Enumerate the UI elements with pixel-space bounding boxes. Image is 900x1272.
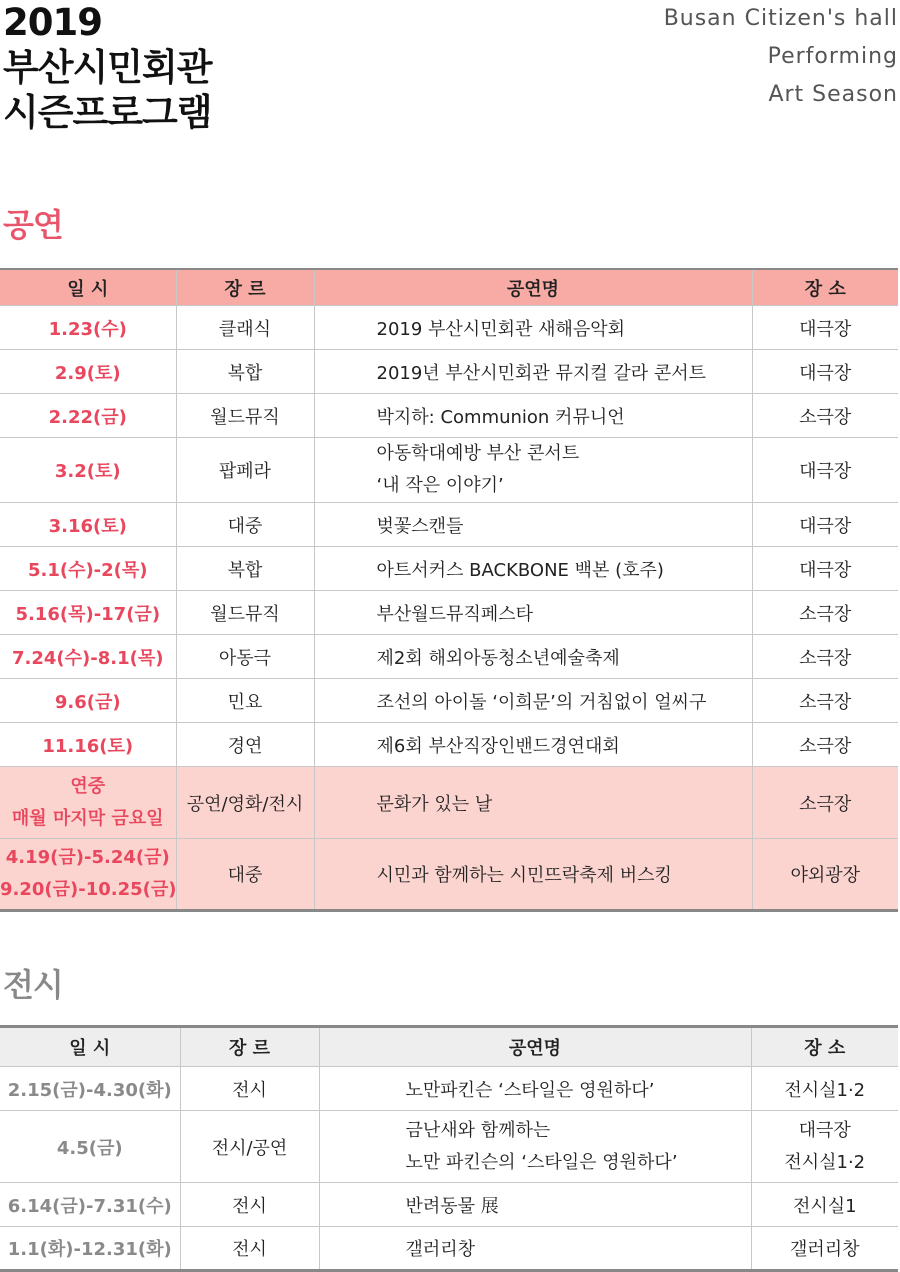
table-row bbox=[0, 723, 898, 767]
cell-genre bbox=[176, 679, 314, 723]
cell-venue-text: 전시실1 bbox=[792, 1195, 857, 1217]
page-title bbox=[3, 0, 211, 135]
cell-venue bbox=[752, 723, 898, 767]
column-header-venue: 장 소 bbox=[752, 269, 898, 306]
cell-date bbox=[0, 547, 176, 591]
cell-title bbox=[314, 839, 752, 911]
cell-title bbox=[319, 1227, 751, 1271]
performance-heading: 공연 bbox=[3, 206, 63, 244]
cell-genre bbox=[176, 306, 314, 350]
cell-date bbox=[0, 438, 176, 503]
title-line-year: 2019 bbox=[3, 1, 102, 44]
cell-genre bbox=[176, 839, 314, 911]
cell-title bbox=[314, 547, 752, 591]
cell-title-text: 반려동물 展 bbox=[405, 1195, 499, 1217]
cell-title bbox=[319, 1111, 751, 1183]
cell-title bbox=[314, 394, 752, 438]
cell-title-text: 제2회 해외아동청소년예술축제 bbox=[376, 647, 620, 669]
cell-genre-text: 전시 bbox=[232, 1239, 267, 1260]
cell-date-text: 2.15(금)-4.30(화) bbox=[7, 1079, 172, 1101]
cell-venue-text: 대극장 bbox=[799, 362, 852, 384]
cell-date bbox=[0, 1111, 180, 1183]
table-row bbox=[0, 679, 898, 723]
cell-genre bbox=[176, 350, 314, 394]
cell-venue-text: 갤러리창 bbox=[789, 1239, 860, 1260]
table-row bbox=[0, 547, 898, 591]
title-line-hall: 부산시민회관 bbox=[3, 46, 212, 89]
cell-date-text: 연중 bbox=[70, 775, 106, 797]
cell-venue bbox=[752, 394, 898, 438]
cell-title bbox=[314, 591, 752, 635]
cell-date-text: 7.24(수)-8.1(목) bbox=[12, 647, 164, 669]
cell-venue-text: 소극장 bbox=[799, 603, 852, 625]
cell-venue bbox=[752, 839, 898, 911]
cell-venue bbox=[752, 306, 898, 350]
table-row bbox=[0, 394, 898, 438]
cell-venue-text: 대극장 bbox=[799, 515, 852, 537]
table-row bbox=[0, 1227, 898, 1271]
table-row bbox=[0, 767, 898, 839]
column-header-venue: 장 소 bbox=[751, 1027, 898, 1067]
table-row bbox=[0, 839, 898, 911]
cell-venue bbox=[752, 503, 898, 547]
cell-date bbox=[0, 635, 176, 679]
cell-venue bbox=[751, 1067, 898, 1111]
cell-title-text: 제6회 부산직장인밴드경연대회 bbox=[376, 735, 620, 757]
table-row bbox=[0, 635, 898, 679]
cell-date-text: 3.16(토) bbox=[48, 515, 127, 537]
cell-genre-text: 공연/영화/전시 bbox=[186, 793, 304, 815]
cell-title-text: 금난새와 함께하는 bbox=[405, 1119, 551, 1141]
table-row bbox=[0, 306, 898, 350]
cell-date bbox=[0, 306, 176, 350]
cell-title bbox=[314, 679, 752, 723]
cell-venue-text: 소극장 bbox=[799, 735, 852, 757]
cell-venue bbox=[752, 635, 898, 679]
cell-date bbox=[0, 1183, 180, 1227]
cell-venue bbox=[752, 350, 898, 394]
cell-title-text: 부산월드뮤직페스타 bbox=[376, 603, 533, 625]
column-header-title: 공연명 bbox=[314, 269, 752, 306]
cell-venue-text: 대극장 bbox=[799, 318, 852, 340]
cell-title-text: 박지하: Communion 커뮤니언 bbox=[376, 406, 625, 428]
column-header-date: 일 시 bbox=[0, 1027, 180, 1067]
cell-genre bbox=[176, 591, 314, 635]
cell-date bbox=[0, 1067, 180, 1111]
cell-title-text: 노만 파킨슨의 ‘스타일은 영원하다’ bbox=[405, 1151, 678, 1173]
cell-date bbox=[0, 767, 176, 839]
cell-genre bbox=[176, 767, 314, 839]
cell-genre bbox=[180, 1067, 319, 1111]
cell-genre-text: 경연 bbox=[227, 735, 263, 757]
cell-genre-text: 전시 bbox=[232, 1079, 267, 1101]
cell-title-text: 2019 부산시민회관 새해음악회 bbox=[376, 318, 626, 340]
cell-date-text: 매월 마지막 금요일 bbox=[11, 807, 164, 829]
cell-title-text: 문화가 있는 날 bbox=[376, 793, 493, 815]
cell-genre-text: 월드뮤직 bbox=[210, 603, 280, 625]
cell-title bbox=[314, 306, 752, 350]
cell-title-text: 아동학대예방 부산 콘서트 bbox=[376, 443, 580, 464]
cell-title-text: 시민과 함께하는 시민뜨락축제 버스킹 bbox=[376, 865, 672, 886]
cell-venue bbox=[751, 1227, 898, 1271]
table-row bbox=[0, 350, 898, 394]
cell-title-text: 조선의 아이돌 ‘이희문’의 거침없이 얼씨구 bbox=[376, 691, 707, 713]
cell-date bbox=[0, 591, 176, 635]
cell-date-text: 4.5(금) bbox=[56, 1137, 123, 1159]
table-row bbox=[0, 503, 898, 547]
cell-title bbox=[319, 1067, 751, 1111]
cell-genre bbox=[176, 723, 314, 767]
cell-genre-text: 아동극 bbox=[218, 647, 272, 669]
cell-date-text: 1.1(화)-12.31(화) bbox=[7, 1239, 172, 1260]
cell-venue-text: 전시실1·2 bbox=[784, 1151, 866, 1173]
subtitle-line-1: Busan Citizen's hall bbox=[663, 6, 898, 31]
cell-title-text: 노만파킨슨 ‘스타일은 영원하다’ bbox=[405, 1079, 655, 1101]
cell-date-text: 5.1(수)-2(목) bbox=[27, 559, 148, 581]
page-subtitle bbox=[664, 0, 898, 114]
cell-venue-text: 대극장 bbox=[799, 559, 852, 581]
cell-venue-text: 소극장 bbox=[799, 691, 852, 713]
cell-venue-text: 소극장 bbox=[799, 647, 852, 669]
cell-genre bbox=[176, 438, 314, 503]
cell-date-text: 9.20(금)-10.25(금) bbox=[0, 879, 176, 900]
subtitle-line-2: Performing bbox=[767, 44, 898, 69]
cell-date-text: 2.9(토) bbox=[54, 362, 121, 384]
cell-date bbox=[0, 723, 176, 767]
cell-title bbox=[314, 635, 752, 679]
cell-genre-text: 월드뮤직 bbox=[210, 406, 280, 428]
cell-genre-text: 대중 bbox=[227, 865, 263, 886]
cell-genre-text: 대중 bbox=[227, 515, 263, 537]
exhibition-header-row bbox=[0, 1027, 898, 1067]
cell-title-text: 아트서커스 BACKBONE 백본 (호주) bbox=[376, 559, 664, 581]
cell-genre-text: 전시/공연 bbox=[211, 1137, 288, 1159]
cell-title-text: ‘내 작은 이야기’ bbox=[376, 475, 504, 496]
performance-table bbox=[0, 268, 898, 912]
cell-genre-text: 복합 bbox=[227, 362, 263, 384]
subtitle-line-3: Art Season bbox=[768, 82, 898, 107]
cell-venue bbox=[752, 767, 898, 839]
title-line-program: 시즌프로그램 bbox=[3, 91, 212, 134]
cell-title-text: 벚꽃스캔들 bbox=[376, 515, 464, 537]
cell-title bbox=[314, 767, 752, 839]
column-header-genre: 장 르 bbox=[180, 1027, 319, 1067]
cell-venue bbox=[752, 438, 898, 503]
cell-venue bbox=[752, 679, 898, 723]
cell-date bbox=[0, 839, 176, 911]
table-row bbox=[0, 438, 898, 503]
cell-genre-text: 전시 bbox=[232, 1195, 267, 1217]
cell-venue-text: 소극장 bbox=[799, 406, 852, 428]
cell-venue bbox=[752, 547, 898, 591]
cell-date bbox=[0, 679, 176, 723]
table-row bbox=[0, 1067, 898, 1111]
cell-date-text: 9.6(금) bbox=[54, 691, 121, 713]
cell-genre-text: 팝페라 bbox=[218, 461, 272, 482]
cell-genre-text: 클래식 bbox=[218, 318, 272, 340]
cell-date-text: 11.16(토) bbox=[42, 735, 134, 757]
performance-header-row bbox=[0, 269, 898, 306]
cell-title bbox=[314, 723, 752, 767]
table-row bbox=[0, 1111, 898, 1183]
column-header-date: 일 시 bbox=[0, 269, 176, 306]
cell-date-text: 5.16(목)-17(금) bbox=[15, 603, 161, 625]
cell-title bbox=[314, 438, 752, 503]
cell-genre bbox=[180, 1183, 319, 1227]
cell-venue bbox=[751, 1111, 898, 1183]
cell-venue bbox=[752, 591, 898, 635]
cell-venue-text: 소극장 bbox=[799, 793, 852, 815]
cell-venue-text: 대극장 bbox=[798, 1119, 851, 1141]
cell-date bbox=[0, 394, 176, 438]
cell-genre bbox=[180, 1111, 319, 1183]
cell-venue bbox=[751, 1183, 898, 1227]
cell-genre bbox=[176, 635, 314, 679]
cell-title-text: 갤러리창 bbox=[405, 1239, 476, 1260]
cell-title-text: 2019년 부산시민회관 뮤지컬 갈라 콘서트 bbox=[376, 362, 707, 384]
cell-date bbox=[0, 503, 176, 547]
cell-date bbox=[0, 1227, 180, 1271]
column-header-genre: 장 르 bbox=[176, 269, 314, 306]
table-row bbox=[0, 591, 898, 635]
cell-genre-text: 복합 bbox=[227, 559, 263, 581]
column-header-title: 공연명 bbox=[319, 1027, 751, 1067]
cell-title bbox=[314, 350, 752, 394]
cell-title bbox=[319, 1183, 751, 1227]
table-row bbox=[0, 1183, 898, 1227]
cell-genre bbox=[180, 1227, 319, 1271]
cell-title bbox=[314, 503, 752, 547]
cell-genre bbox=[176, 547, 314, 591]
cell-genre-text: 민요 bbox=[227, 691, 263, 713]
cell-date-text: 1.23(수) bbox=[48, 318, 127, 340]
cell-genre bbox=[176, 394, 314, 438]
cell-date-text: 4.19(금)-5.24(금) bbox=[5, 847, 170, 868]
cell-venue-text: 야외광장 bbox=[790, 865, 861, 886]
cell-date-text: 3.2(토) bbox=[54, 461, 121, 482]
exhibition-table bbox=[0, 1025, 898, 1272]
cell-date bbox=[0, 350, 176, 394]
cell-venue-text: 전시실1·2 bbox=[784, 1079, 866, 1101]
cell-genre bbox=[176, 503, 314, 547]
exhibition-heading: 전시 bbox=[3, 966, 63, 1004]
cell-date-text: 6.14(금)-7.31(수) bbox=[7, 1195, 172, 1217]
cell-date-text: 2.22(금) bbox=[48, 406, 127, 428]
cell-venue-text: 대극장 bbox=[799, 461, 852, 482]
